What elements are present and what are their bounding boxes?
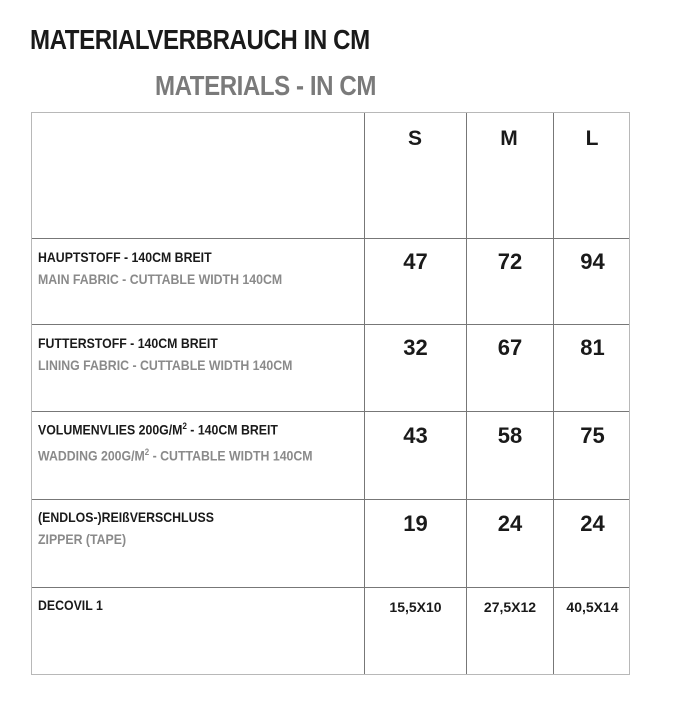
value-cell: 24: [580, 511, 605, 536]
row-label-en: WADDING $200G/M^2$ - CUTTABLE WIDTH 140CM: [38, 447, 313, 464]
value-cell: 24: [497, 511, 523, 536]
row-divider: [32, 499, 629, 500]
row-divider: [32, 411, 629, 412]
row-label-en: MAIN FABRIC - CUTTABLE WIDTH 140CM: [38, 271, 283, 287]
value-cell: 58: [497, 423, 523, 448]
row-label-en: LINING FABRIC - CUTTABLE WIDTH 140CM: [38, 357, 293, 373]
row-label-de: HAUPTSTOFF - 140CM BREIT: [38, 249, 212, 265]
value-cell: 75: [580, 423, 605, 448]
row-label-de: (ENDLOS-)REIßVERSCHLUSS: [38, 509, 214, 525]
page-title: MATERIALVERBRAUCH IN CM: [30, 24, 370, 55]
value-cell: 19: [403, 511, 428, 536]
value-cell: 94: [580, 249, 605, 274]
row-label-de: DECOVIL 1: [38, 597, 103, 613]
row-divider: [32, 587, 629, 588]
value-cell: 43: [403, 423, 428, 448]
size-header-s: S: [407, 127, 422, 150]
superscript: 2: [144, 447, 150, 457]
row-label-en: ZIPPER (TAPE): [38, 531, 127, 547]
size-header-m: M: [500, 127, 518, 150]
row-label-de: FUTTERSTOFF - 140CM BREIT: [38, 335, 218, 351]
column-divider: [364, 113, 365, 674]
superscript: 2: [182, 421, 187, 431]
page-subtitle: MATERIALS - IN CM: [155, 70, 376, 101]
column-divider: [553, 113, 554, 674]
row-label-de: VOLUMENVLIES $200G/M^2 - 140CM$ BREIT: [38, 421, 278, 438]
value-cell: 47: [403, 249, 428, 274]
value-cell: 27,5X12: [483, 599, 537, 615]
size-header-l: L: [585, 127, 599, 150]
value-cell: 15,5X10: [389, 599, 442, 615]
value-cell: 32: [403, 335, 428, 360]
value-cell: 40,5X14: [566, 599, 619, 615]
materials-table: [31, 112, 630, 675]
row-divider: [32, 238, 629, 239]
value-cell: 72: [497, 249, 523, 274]
column-divider: [466, 113, 467, 674]
value-cell: 81: [580, 335, 605, 360]
row-divider: [32, 324, 629, 325]
value-cell: 67: [497, 335, 523, 360]
